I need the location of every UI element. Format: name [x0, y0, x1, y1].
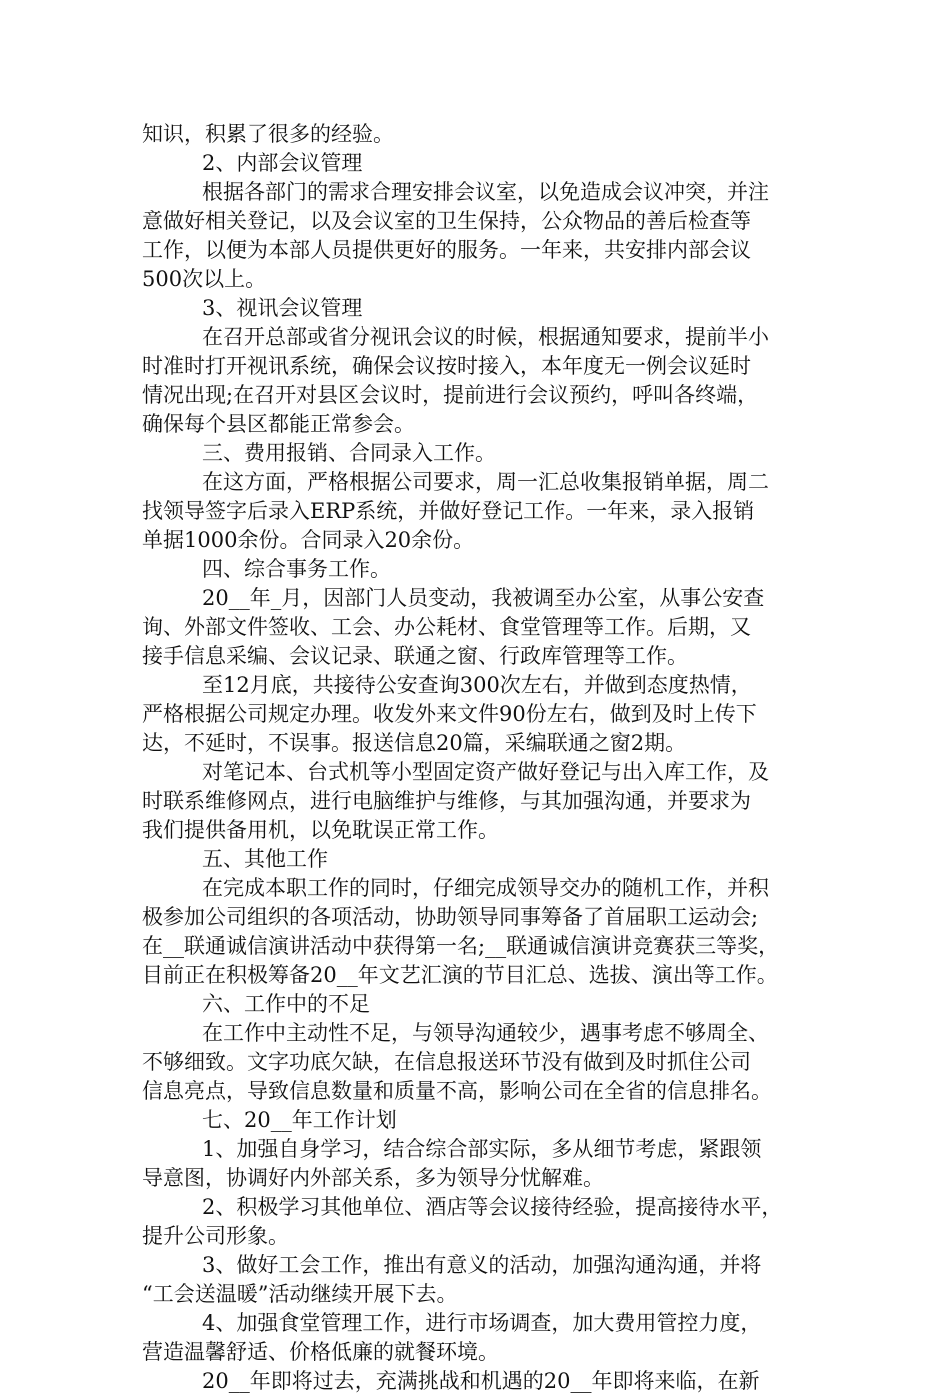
text-line: 我们提供备用机，以免耽误正常工作。	[142, 818, 499, 842]
text-line: 在召开总部或省分视讯会议的时候，根据通知要求，提前半小	[202, 325, 769, 349]
text-line: 500次以上。	[142, 267, 267, 291]
text-line: 根据各部门的需求合理安排会议室，以免造成会议冲突，并注	[202, 180, 769, 204]
text-line: 目前正在积极筹备20__年文艺汇演的节目汇总、选拔、演出等工作。	[142, 963, 778, 987]
text-line: 极参加公司组织的各项活动，协助领导同事筹备了首届职工运动会;	[142, 905, 759, 929]
text-line: “工会送温暖”活动继续开展下去。	[142, 1282, 458, 1306]
text-line: 五、其他工作	[202, 847, 328, 871]
text-line: 三、费用报销、合同录入工作。	[202, 441, 496, 465]
text-line: 3、视讯会议管理	[202, 296, 363, 320]
document-body	[142, 120, 822, 1396]
text-line: 在__联通诚信演讲活动中获得第一名;__联通诚信演讲竞赛获三等奖，	[142, 934, 780, 958]
text-line: 达，不延时，不误事。报送信息20篇，采编联通之窗2期。	[142, 731, 687, 755]
text-line: 对笔记本、台式机等小型固定资产做好登记与出入库工作，及	[202, 760, 769, 784]
text-line: 在这方面，严格根据公司要求，周一汇总收集报销单据，周二	[202, 470, 769, 494]
text-line: 工作，以便为本部人员提供更好的服务。一年来，共安排内部会议	[142, 238, 751, 262]
text-line: 信息亮点，导致信息数量和质量不高，影响公司在全省的信息排名。	[142, 1079, 772, 1103]
text-line: 提升公司形象。	[142, 1224, 289, 1248]
text-line: 20__年即将过去，充满挑战和机遇的20__年即将来临，在新	[202, 1369, 760, 1393]
text-line: 时准时打开视讯系统，确保会议按时接入，本年度无一例会议延时	[142, 354, 751, 378]
text-line: 确保每个县区都能正常参会。	[142, 412, 415, 436]
text-line: 2、内部会议管理	[202, 151, 363, 175]
text-line: 在工作中主动性不足，与领导沟通较少，遇事考虑不够周全、	[202, 1021, 769, 1045]
text-line: 在完成本职工作的同时，仔细完成领导交办的随机工作，并积	[202, 876, 769, 900]
text-line: 七、20__年工作计划	[202, 1108, 397, 1132]
text-line: 知识，积累了很多的经验。	[142, 122, 394, 146]
text-line: 四、综合事务工作。	[202, 557, 391, 581]
text-line: 至12月底，共接待公安查询300次左右，并做到态度热情，	[202, 673, 752, 697]
text-line: 时联系维修网点，进行电脑维护与维修，与其加强沟通，并要求为	[142, 789, 751, 813]
text-line: 严格根据公司规定办理。收发外来文件90份左右，做到及时上传下	[142, 702, 757, 726]
text-line: 20__年_月，因部门人员变动，我被调至办公室，从事公安查	[202, 586, 765, 610]
text-line: 单据1000余份。合同录入20余份。	[142, 528, 475, 552]
text-line: 不够细致。文字功底欠缺，在信息报送环节没有做到及时抓住公司	[142, 1050, 751, 1074]
text-line: 六、工作中的不足	[202, 992, 370, 1016]
text-line: 询、外部文件签收、工会、办公耗材、食堂管理等工作。后期，又	[142, 615, 751, 639]
text-line: 找领导签字后录入ERP系统，并做好登记工作。一年来，录入报销	[142, 499, 755, 523]
text-line: 1、加强自身学习，结合综合部实际，多从细节考虑，紧跟领	[202, 1137, 762, 1161]
text-line: 2、积极学习其他单位、酒店等会议接待经验，提高接待水平，	[202, 1195, 783, 1219]
text-line: 导意图，协调好内外部关系，多为领导分忧解难。	[142, 1166, 604, 1190]
text-line: 4、加强食堂管理工作，进行市场调查，加大费用管控力度，	[202, 1311, 762, 1335]
text-line: 接手信息采编、会议记录、联通之窗、行政库管理等工作。	[142, 644, 688, 668]
text-line: 情况出现;在召开对县区会议时，提前进行会议预约，呼叫各终端，	[142, 383, 759, 407]
text-line: 3、做好工会工作，推出有意义的活动，加强沟通沟通，并将	[202, 1253, 762, 1277]
text-line: 营造温馨舒适、价格低廉的就餐环境。	[142, 1340, 499, 1364]
text-line: 意做好相关登记，以及会议室的卫生保持，公众物品的善后检查等	[142, 209, 751, 233]
